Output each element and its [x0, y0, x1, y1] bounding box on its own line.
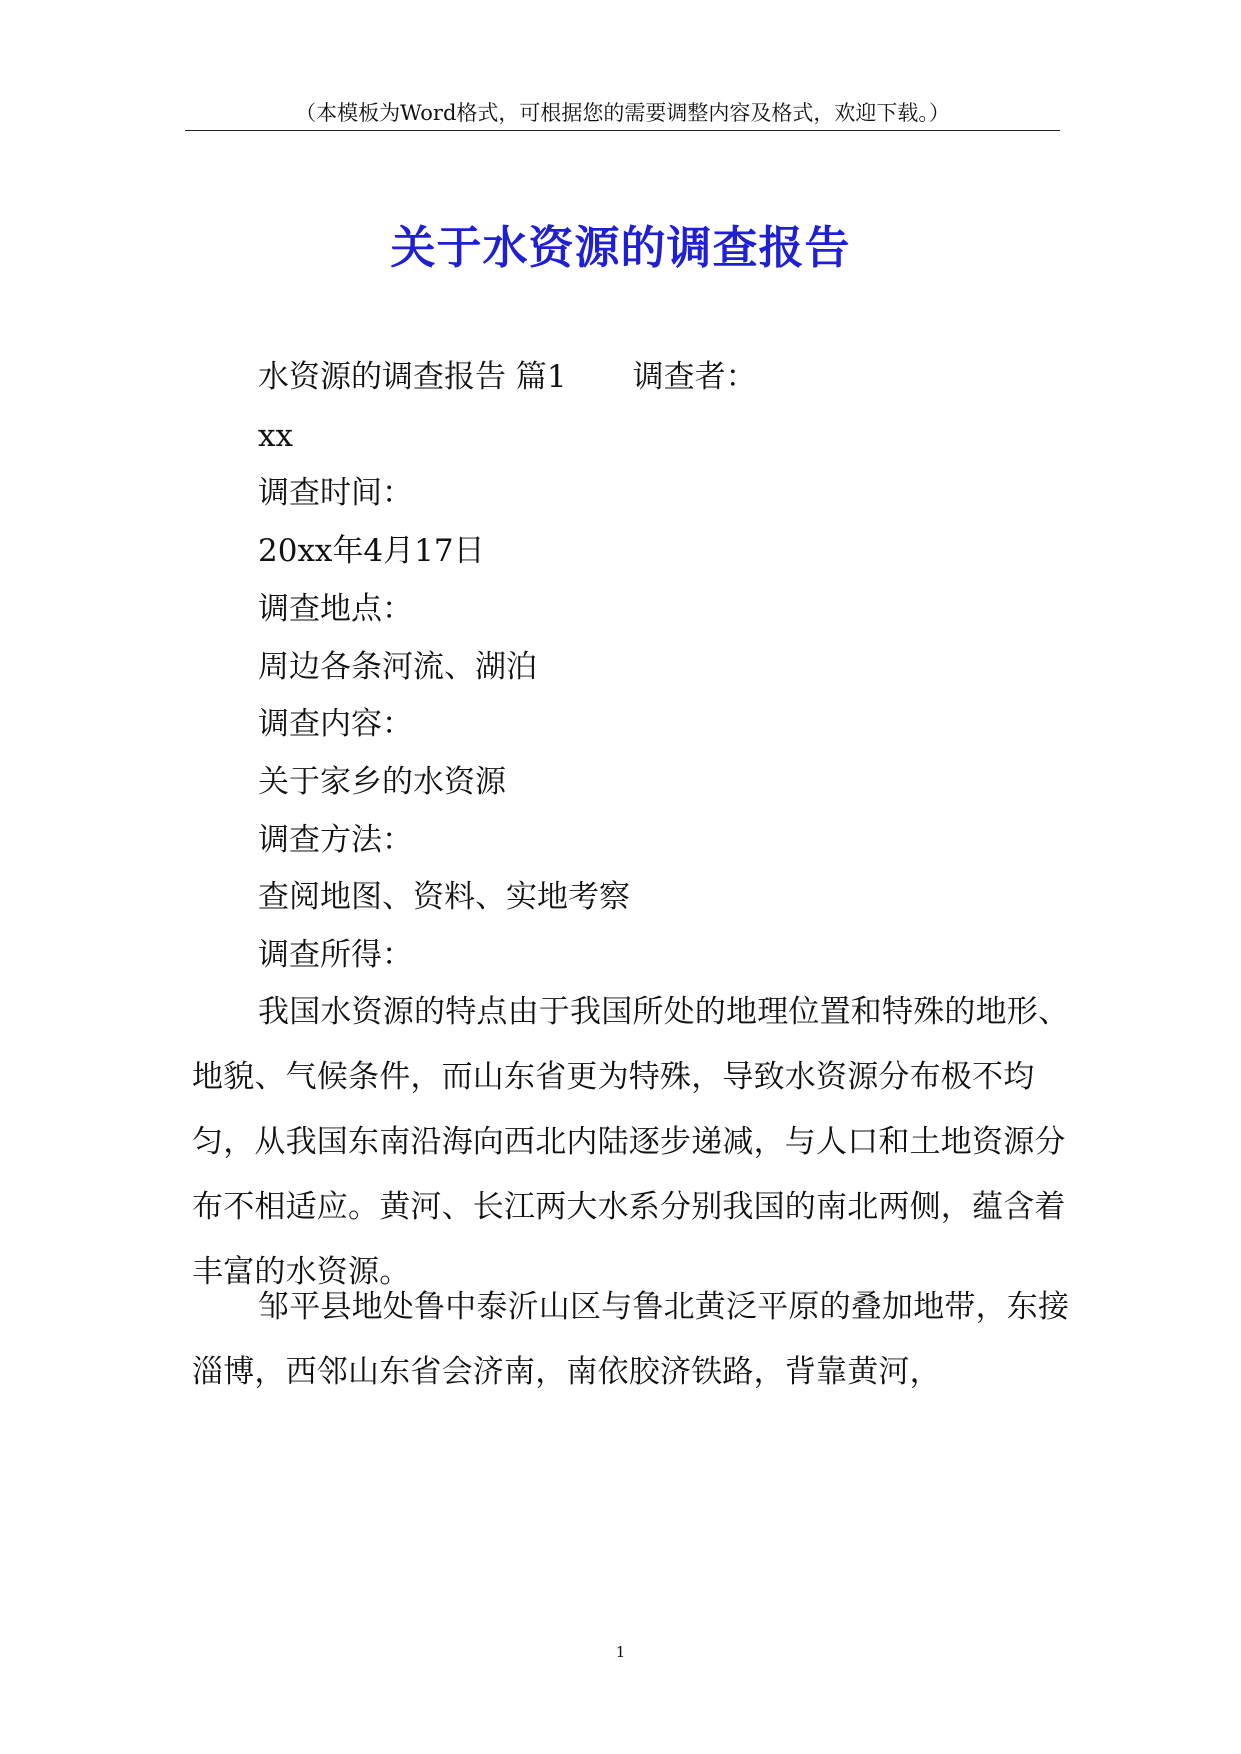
document-title: 关于水资源的调查报告 [390, 221, 851, 274]
content-value: 关于家乡的水资源 [258, 764, 506, 800]
header-note: （本模板为Word格式，可根据您的需要调整内容及格式，欢迎下载。） [295, 101, 950, 125]
time-label: 调查时间： [258, 475, 413, 511]
body-paragraph: 我国水资源的特点由于我国所处的地理位置和特殊的地形、地貌、气候条件，而山东省更为特殊，导致水资源分布极不均匀，从我国东南沿海向西北内陆逐步递减，与人口和土地资源分布不相适应。黄河、长江两大水系分别我国的南北两侧，蕴含着丰富的水资源。 [192, 994, 1070, 1290]
time-value: 20xx年4月17日 [258, 533, 485, 569]
investigator-label: 调查者： [632, 359, 757, 395]
findings-label: 调查所得： [258, 937, 413, 973]
location-value: 周边各条河流、湖泊 [258, 649, 537, 685]
location-label: 调查地点： [258, 591, 413, 627]
header-divider [185, 130, 1060, 131]
investigator-value: xx [258, 418, 293, 454]
section-heading: 水资源的调查报告 篇1 [258, 359, 567, 395]
section-heading-line [258, 357, 757, 397]
method-value: 查阅地图、资料、实地考察 [258, 879, 630, 915]
method-label: 调查方法： [258, 822, 413, 858]
page-number: 1 [615, 1643, 626, 1661]
content-label: 调查内容： [258, 706, 413, 742]
body-paragraph: 邹平县地处鲁中泰沂山区与鲁北黄泛平原的叠加地带，东接淄博，西邻山东省会济南，南依胶济铁路，背靠黄河， [192, 1289, 1070, 1390]
